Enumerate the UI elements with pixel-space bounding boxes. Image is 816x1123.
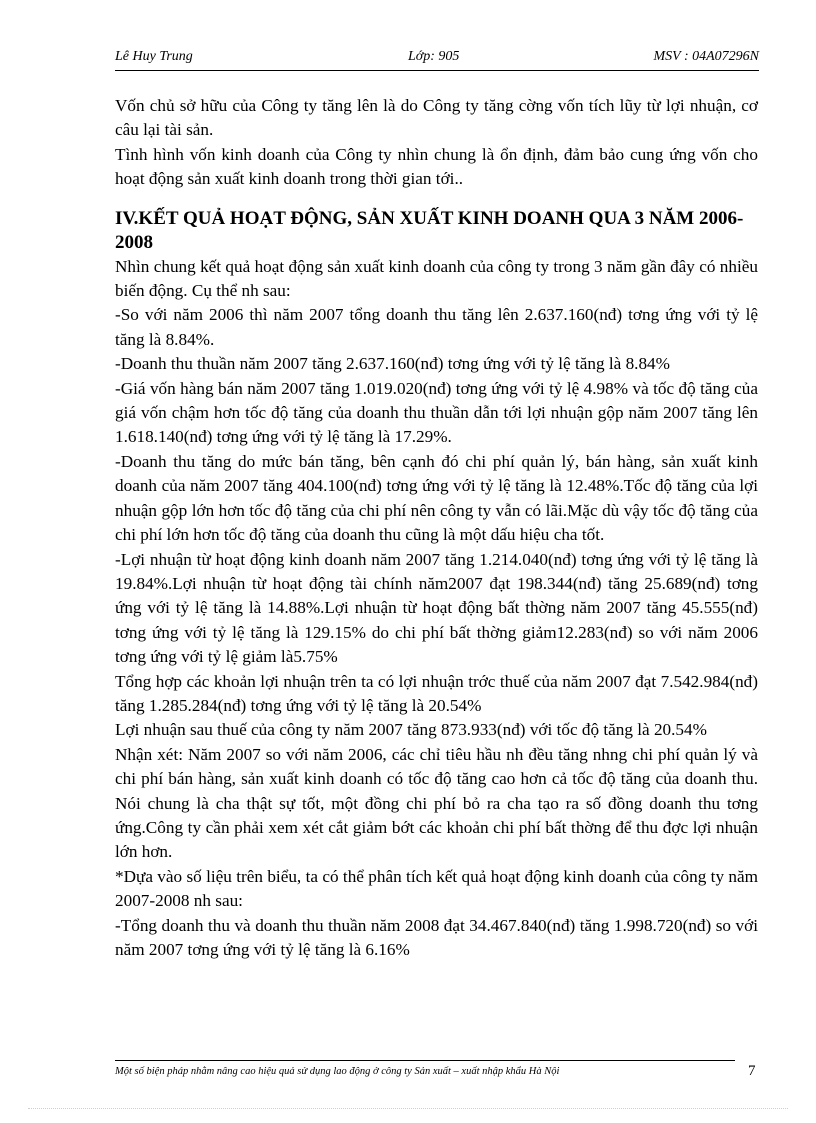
paragraph-1: Nhìn chung kết quả hoạt động sản xuất kinh doanh của công ty trong 3 năm gần đây có nhiều biến động. Cụ thể nh sau: [115,256,758,301]
paragraph-3: -Doanh thu thuần năm 2007 tăng 2.637.160(nđ) tơng ứng với tỷ lệ tăng là 8.84% [115,354,670,374]
page-bottom-divider [28,1108,788,1109]
paragraph-11: -Tổng doanh thu và doanh thu thuần năm 2008 đạt 34.467.840(nđ) tăng 1.998.720(nđ) so với năm 2007 tơng ứng với tỷ lệ tăng là 6.16% [115,915,758,959]
footer-text: Một số biện pháp nhằm nâng cao hiệu quả sử dụng lao động ở công ty Sản xuất – xuất nhập khẩu Hà Nội [115,1066,560,1077]
body-text [115,94,758,962]
paragraph-9: Nhận xét: Năm 2007 so với năm 2006, các chỉ tiêu hầu nh đều tăng nhng chi phí quản lý và chi phí bán hàng, sản xuất kinh doanh có tốc độ tăng cao hơn cả tốc độ tăng của doanh thu. Nói chung là cha thật sự tốt, một đồng chi phí bỏ ra cha tạo ra số đồng doanh thu tơng ứng.Công ty cần phải xem xét cắt giảm bớt các khoản chi phí bất thờng để thu đợc lợi nhuận lớn hơn. [115,744,758,862]
header-author: Lê Huy Trung [115,49,193,64]
paragraph-7: Tổng hợp các khoản lợi nhuận trên ta có lợi nhuận trớc thuế của năm 2007 đạt 7.542.984(nđ) tăng 1.285.284(nđ) tơng ứng với tỷ lệ tăng là 20.54% [115,671,758,715]
intro-paragraph-1: Vốn chủ sở hữu của Công ty tăng lên là do Công ty tăng cờng vốn tích lũy từ lợi nhuận, cơ câu lại tài sản. [115,96,758,140]
paragraph-8: Lợi nhuận sau thuế của công ty năm 2007 tăng 873.933(nđ) với tốc độ tăng là 20.54% [115,720,707,740]
paragraph-4: -Giá vốn hàng bán năm 2007 tăng 1.019.020(nđ) tơng ứng với tỷ lệ 4.98% và tốc độ tăng của giá vốn chậm hơn tốc độ tăng của doanh thu thuần dẫn tới lợi nhuận gộp năm 2007 tăng lên 1.618.140(nđ) tơng ứng với tỷ lệ tăng là 17.29%. [115,378,758,447]
header-class: Lớp: 905 [408,49,460,64]
page-number: 7 [748,1063,756,1079]
paragraph-2: -So với năm 2006 thì năm 2007 tổng doanh thu tăng lên 2.637.160(nđ) tơng ứng với tỷ lệ tăng là 8.84%. [115,305,758,349]
intro-paragraph-2: Tình hình vốn kinh doanh của Công ty nhìn chung là ổn định, đảm bảo cung ứng vốn cho hoạt động sản xuất kinh doanh trong thời gian tới.. [115,144,758,189]
paragraph-10: *Dựa vào số liệu trên biểu, ta có thể phân tích kết quả hoạt động kinh doanh của công ty năm 2007-2008 nh sau: [115,866,758,911]
page-footer [115,1060,735,1079]
page-header [115,48,759,71]
section-title: IV.KẾT QUẢ HOẠT ĐỘNG, SẢN XUẤT KINH DOANH QUA 3 NĂM 2006-2008 [115,207,744,253]
paragraph-6: -Lợi nhuận từ hoạt động kinh doanh năm 2007 tăng 1.214.040(nđ) tơng ứng với tỷ lệ tăng là 19.84%.Lợi nhuận từ hoạt động tài chính năm2007 đạt 198.344(nđ) tăng 25.689(nđ) tơng ứng với tỷ lệ tăng là 14.88%.Lợi nhuận từ hoạt động bất thờng năm 2007 tăng 45.555(nđ) tơng ứng với tỷ lệ tăng là 129.15% do chi phí bất thờng giảm12.283(nđ) so với năm 2006 tơng ứng với tỷ lệ giảm là5.75% [115,549,758,667]
paragraph-5: -Doanh thu tăng do mức bán tăng, bên cạnh đó chi phí quản lý, bán hàng, sản xuất kinh doanh của năm 2007 tăng 404.100(nđ) tơng ứng với tỷ lệ tăng là 12.48%.Tốc độ tăng của lợi nhuận gộp lớn hơn tốc độ tăng của chi phí nên công ty vẫn có lãi.Mặc dù vậy tốc độ tăng của chi phí lớn hơn tốc độ tăng của doanh thu cũng là một dấu hiệu cha tốt. [115,451,758,545]
header-student-id: MSV : 04A07296N [653,49,759,64]
